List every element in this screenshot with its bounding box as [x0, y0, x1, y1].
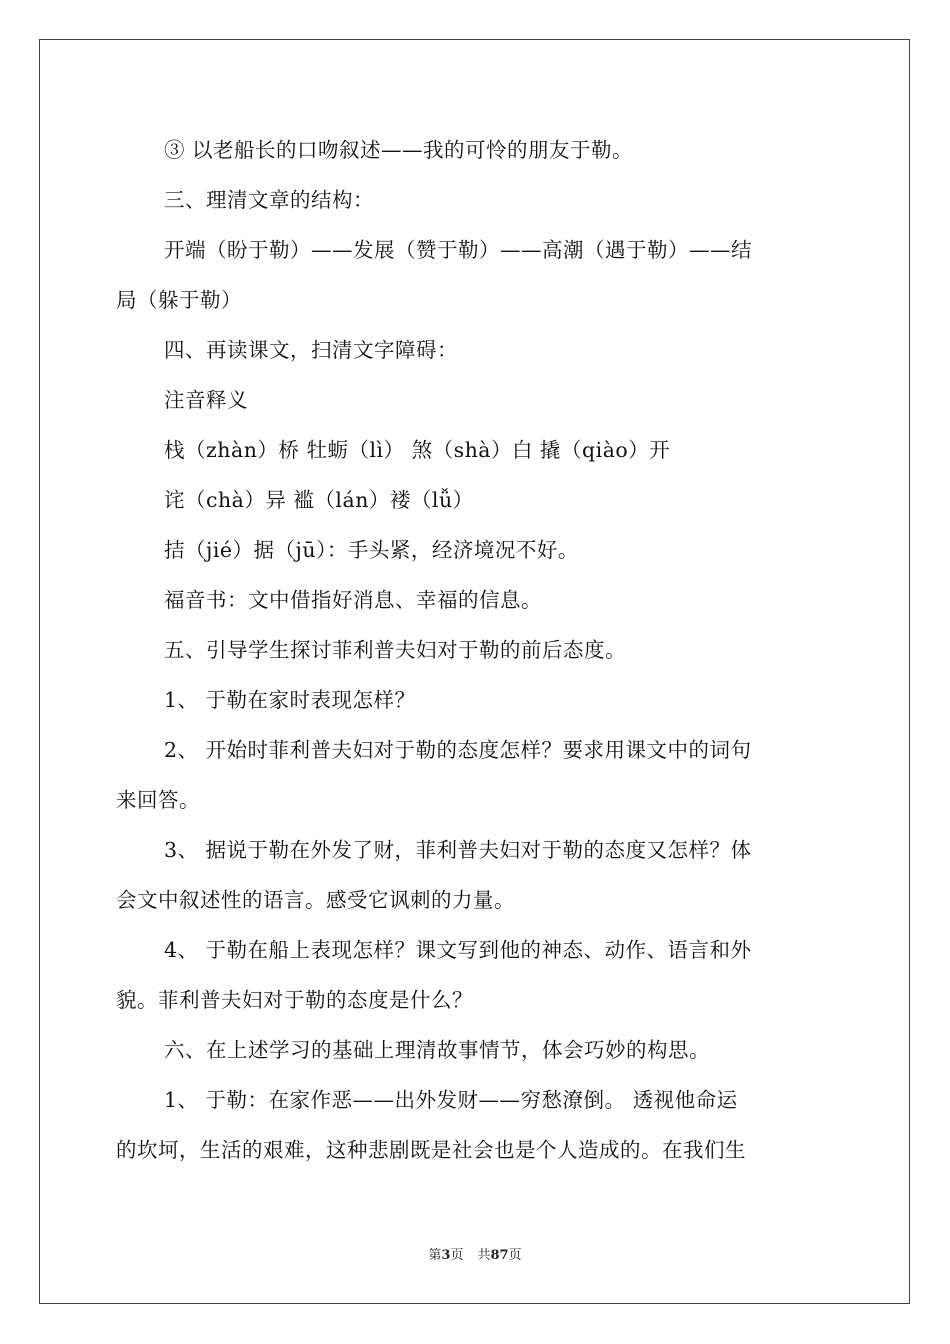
text-line: 注音释义: [164, 388, 248, 412]
text-line: 的坎坷，生活的艰难，这种悲剧既是社会也是个人造成的。在我们生: [116, 1138, 746, 1162]
total-suffix: 页: [508, 1248, 522, 1263]
list-item: 2、 开始时菲利普夫妇对于勒的态度怎样？要求用课文中的词句: [164, 738, 752, 762]
text-line: 会文中叙述性的语言。感受它讽刺的力量。: [116, 888, 515, 912]
text-line: 局（躲于勒）: [116, 288, 242, 312]
list-item: 3、 据说于勒在外发了财，菲利普夫妇对于勒的态度又怎样？体: [164, 838, 752, 862]
text-line: 拮（jié）据（jū）：手头紧，经济境况不好。: [164, 538, 579, 562]
section-heading: 六、在上述学习的基础上理清故事情节，体会巧妙的构思。: [164, 1038, 710, 1062]
total-prefix: 共: [477, 1248, 491, 1263]
text-line: 开端（盼于勒）——发展（赞于勒）——高潮（遇于勒）——结: [164, 238, 752, 262]
text-line: ③ 以老船长的口吻叙述——我的可怜的朋友于勒。: [164, 138, 634, 162]
section-heading: 四、再读课文，扫清文字障碍：: [164, 338, 458, 362]
section-heading: 五、引导学生探讨菲利普夫妇对于勒的前后态度。: [164, 638, 626, 662]
page-footer: [0, 1247, 950, 1265]
page-prefix: 第: [428, 1248, 442, 1263]
text-line: 来回答。: [116, 788, 200, 812]
text-line: 貌。菲利普夫妇对于勒的态度是什么？: [116, 988, 473, 1012]
document-body: [116, 125, 834, 1175]
text-line: 栈（zhàn）桥 牡蛎（lì） 煞（shà）白 撬（qiào）开: [164, 438, 671, 462]
text-line: 福音书：文中借指好消息、幸福的信息。: [164, 588, 542, 612]
text-line: 诧（chà）异 褴（lán）褛（lǚ）: [164, 488, 474, 512]
page-number: 3: [441, 1248, 451, 1263]
total-pages: 87: [490, 1248, 509, 1263]
section-heading: 三、理清文章的结构：: [164, 188, 374, 212]
list-item: 1、 于勒在家时表现怎样？: [164, 688, 416, 712]
list-item: 1、 于勒：在家作恶——出外发财——穷愁潦倒。 透视他命运: [164, 1088, 738, 1112]
page-suffix: 页: [450, 1248, 464, 1263]
list-item: 4、 于勒在船上表现怎样？课文写到他的神态、动作、语言和外: [164, 938, 752, 962]
